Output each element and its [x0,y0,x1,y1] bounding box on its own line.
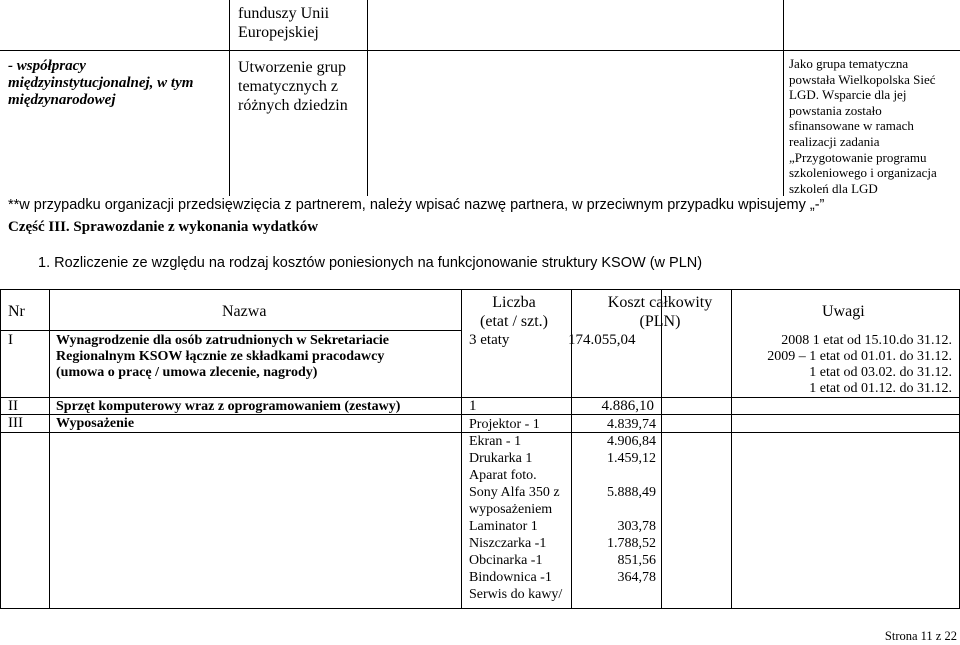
cell-text: 2008 1 etat od 15.10.do 31.12. [781,333,952,348]
equipment-item: Drukarka 1 [469,451,533,466]
equipment-item: Obcinarka -1 [469,553,543,568]
equipment-item: Laminator 1 [469,519,538,534]
equipment-value: 4.839,74 [607,417,656,432]
cell-text: szkoleniowego i organizacja [789,165,937,181]
cell-text: Jako grupa tematyczna [789,56,909,71]
table-border [229,0,230,196]
cell-text: międzynarodowej [8,92,116,108]
header-koszt [586,293,734,331]
cell-text: Europejskiej [238,24,319,41]
action-description [238,58,348,115]
cell-text: 2009 – 1 etat od 01.01. do 31.12. [767,349,952,364]
row1-koszt: 174.055,04 [568,332,636,348]
table-border [49,289,50,609]
cell-text: - współpracy [8,58,86,74]
equipment-value [586,467,656,484]
equipment-item: Ekran - 1 [469,434,522,449]
equipment-value: 1.788,52 [607,536,656,551]
row1-liczba: 3 etaty [469,332,510,348]
table-border [0,289,960,290]
footnote: **w przypadku organizacji przedsięwzięcia z partnerem, należy wpisać nazwę partnera, w przeciwnym przypadku wpisujemy „-” [8,197,825,213]
table-border [461,289,462,609]
cell-text: powstania zostało [789,102,882,118]
result-description [789,56,937,196]
row3-nr: III [8,415,23,431]
header-uwagi: Uwagi [822,303,865,320]
table-border [0,50,960,51]
row1-nazwa [56,333,389,381]
table-border [0,608,960,609]
section-title: Część III. Sprawozdanie z wykonania wydatków [8,219,319,235]
table-border [783,0,784,196]
equipment-value: 303,78 [617,519,656,534]
equipment-item: wyposażeniem [469,502,553,517]
prev-row-cell [238,4,329,42]
cell-text: LGD. Wsparcie dla jej [789,87,907,103]
cell-text: Regionalnym KSOW łącznie ze składkami pracodawcy [56,349,385,364]
cell-text: różnych dziedzin [238,97,348,114]
row3-nazwa: Wyposażenie [56,416,135,431]
header-text: Liczba [492,294,536,311]
cell-text: Wynagrodzenie dla osób zatrudnionych w Sekretariacie [56,333,390,348]
cell-text: szkoleń dla LGD [789,180,878,196]
cell-text: „Przygotowanie programu [789,149,927,165]
equipment-value: 4.906,84 [607,434,656,449]
cell-text: funduszy Unii [238,5,330,22]
table-border [0,289,1,609]
header-text: (PLN) [639,313,681,330]
table-border [661,289,662,609]
row2-nazwa: Sprzęt komputerowy wraz z oprogramowaniem (zestawy) [56,399,401,414]
row3-values [586,416,656,603]
equipment-value [586,501,656,518]
table-border [0,397,960,398]
subsection-heading: 1. Rozliczenie ze względu na rodzaj kosztów poniesionych na funkcjonowanie struktury KSOW (w PLN) [38,255,703,271]
row2-koszt: 4.886,10 [601,398,654,414]
header-nazwa: Nazwa [222,303,267,320]
row2-liczba: 1 [469,398,477,414]
row2-nr: II [8,398,18,414]
equipment-item: Aparat foto. [469,468,537,483]
equipment-value: 1.459,12 [607,451,656,466]
equipment-item: Sony Alfa 350 z [469,485,560,500]
cooperation-label [8,58,193,109]
cell-text: Utworzenie grup [238,59,346,76]
equipment-item: Projektor - 1 [469,417,540,432]
row3-items [469,416,562,603]
row1-uwagi [730,333,952,397]
equipment-item: Serwis do kawy/ [469,587,563,602]
cell-text: 1 etat od 03.02. do 31.12. [809,365,952,380]
header-nr: Nr [8,303,25,320]
equipment-value: 851,56 [617,553,656,568]
header-text: (etat / szt.) [480,313,548,330]
cell-text: (umowa o pracę / umowa zlecenie, nagrody) [56,365,318,380]
cell-text: 1 etat od 01.12. do 31.12. [809,381,952,396]
equipment-item: Niszczarka -1 [469,536,547,551]
equipment-item: Bindownica -1 [469,570,552,585]
cell-text: sfinansowane w ramach [789,118,914,134]
header-liczba [470,293,558,331]
equipment-value [586,586,656,603]
row1-nr: I [8,332,13,348]
cell-text: powstała Wielkopolska Sieć [789,71,936,87]
table-border [367,0,368,196]
equipment-value: 5.888,49 [607,485,656,500]
cell-text: realizacji zadania [789,133,880,149]
cell-text: międzyinstytucjonalnej, w tym [8,75,194,91]
cell-text: tematycznych z [238,78,338,95]
table-border [0,330,461,331]
header-text: Koszt całkowity [607,294,713,311]
page-number: Strona 11 z 22 [884,629,957,643]
equipment-value: 364,78 [617,570,656,585]
